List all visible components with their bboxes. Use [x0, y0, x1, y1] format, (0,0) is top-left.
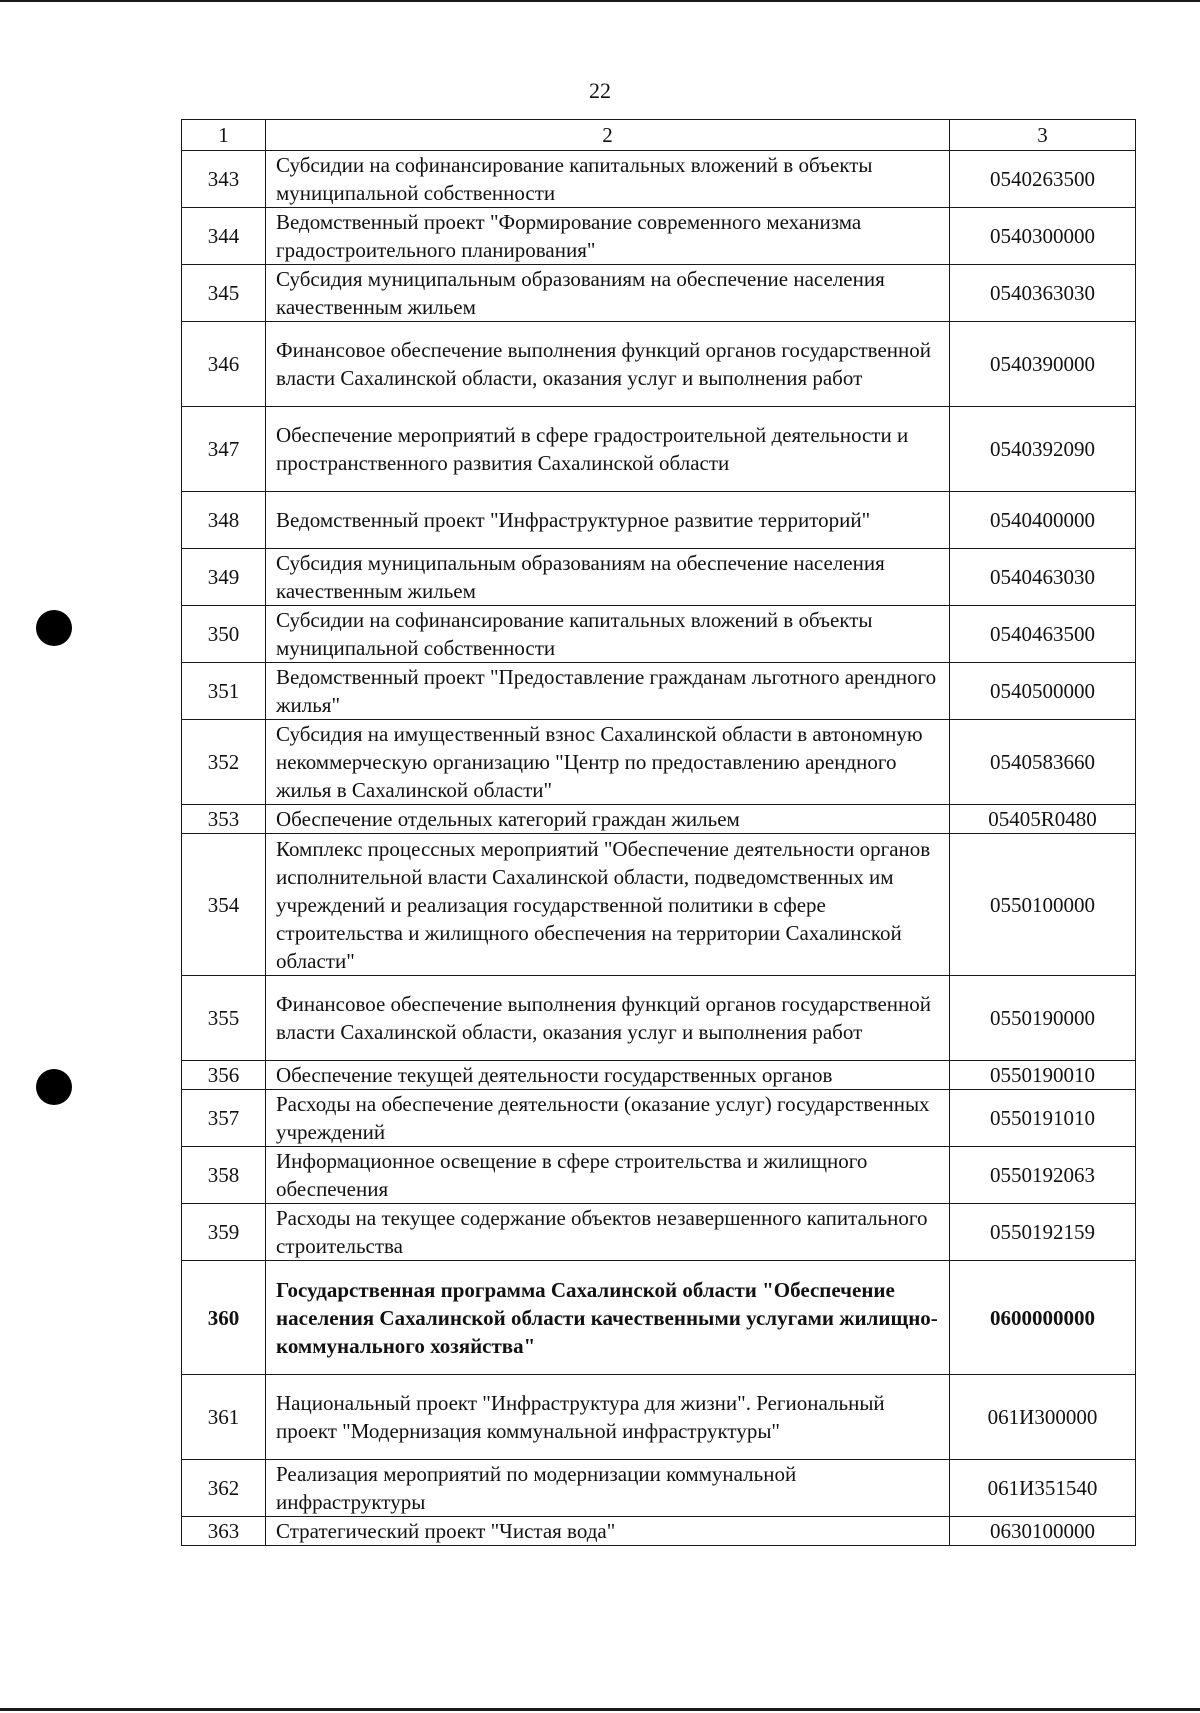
row-name: Субсидии на софинансирование капитальных вложений в объекты муниципальной собственности [266, 606, 950, 663]
table-row [182, 976, 1136, 1061]
row-number: 362 [182, 1460, 266, 1517]
row-name: Реализация мероприятий по модернизации коммунальной инфраструктуры [266, 1460, 950, 1517]
row-name: Субсидия муниципальным образованиям на обеспечение населения качественным жильем [266, 265, 950, 322]
row-name: Субсидия муниципальным образованиям на обеспечение населения качественным жильем [266, 549, 950, 606]
row-name: Финансовое обеспечение выполнения функций органов государственной власти Сахалинской области, оказания услуг и выполнения работ [266, 976, 950, 1061]
table-row [182, 151, 1136, 208]
row-name: Финансовое обеспечение выполнения функций органов государственной власти Сахалинской области, оказания услуг и выполнения работ [266, 322, 950, 407]
row-name: Национальный проект "Инфраструктура для жизни". Региональный проект "Модернизация коммунальной инфраструктуры" [266, 1375, 950, 1460]
row-code: 0540463500 [950, 606, 1136, 663]
row-number: 361 [182, 1375, 266, 1460]
row-number: 356 [182, 1061, 266, 1090]
table-row [182, 606, 1136, 663]
row-number: 349 [182, 549, 266, 606]
row-name: Обеспечение текущей деятельности государственных органов [266, 1061, 950, 1090]
row-code: 0550192063 [950, 1147, 1136, 1204]
row-code: 0550100000 [950, 834, 1136, 976]
row-name: Субсидия на имущественный взнос Сахалинской области в автономную некоммерческую организацию "Центр по предоставлению арендного жилья в Сахалинской области" [266, 720, 950, 805]
punch-hole-lower [36, 1069, 72, 1105]
table-row [182, 663, 1136, 720]
row-number: 357 [182, 1090, 266, 1147]
table-row [182, 1147, 1136, 1204]
table-row [182, 549, 1136, 606]
table-row [182, 1375, 1136, 1460]
table-row [182, 208, 1136, 265]
table-row [182, 265, 1136, 322]
row-number: 345 [182, 265, 266, 322]
table-body [182, 151, 1136, 1546]
table-row [182, 492, 1136, 549]
row-code: 0540500000 [950, 663, 1136, 720]
table-row [182, 1517, 1136, 1546]
row-number: 343 [182, 151, 266, 208]
row-code: 0540400000 [950, 492, 1136, 549]
row-number: 358 [182, 1147, 266, 1204]
table-row [182, 322, 1136, 407]
row-number: 353 [182, 805, 266, 834]
table-row [182, 1090, 1136, 1147]
row-name: Расходы на текущее содержание объектов незавершенного капитального строительства [266, 1204, 950, 1261]
row-name: Ведомственный проект "Инфраструктурное развитие территорий" [266, 492, 950, 549]
document-table [181, 119, 1136, 1546]
table-row [182, 720, 1136, 805]
row-name: Обеспечение отдельных категорий граждан жильем [266, 805, 950, 834]
table-header [182, 120, 1136, 151]
row-code: 0540300000 [950, 208, 1136, 265]
row-name: Ведомственный проект "Предоставление гражданам льготного арендного жилья" [266, 663, 950, 720]
row-name: Субсидии на софинансирование капитальных вложений в объекты муниципальной собственности [266, 151, 950, 208]
row-name: Стратегический проект "Чистая вода" [266, 1517, 950, 1546]
row-code: 061И351540 [950, 1460, 1136, 1517]
row-number: 363 [182, 1517, 266, 1546]
row-name: Обеспечение мероприятий в сфере градостроительной деятельности и пространственного развития Сахалинской области [266, 407, 950, 492]
row-code: 05405R0480 [950, 805, 1136, 834]
table-row [182, 1061, 1136, 1090]
row-name: Государственная программа Сахалинской области "Обеспечение населения Сахалинской области качественными услугами жилищно-коммунального хозяйства" [266, 1261, 950, 1375]
row-code: 0540392090 [950, 407, 1136, 492]
row-code: 0600000000 [950, 1261, 1136, 1375]
row-name: Информационное освещение в сфере строительства и жилищного обеспечения [266, 1147, 950, 1204]
row-number: 355 [182, 976, 266, 1061]
row-name: Расходы на обеспечение деятельности (оказание услуг) государственных учреждений [266, 1090, 950, 1147]
row-number: 348 [182, 492, 266, 549]
table-row [182, 834, 1136, 976]
row-number: 346 [182, 322, 266, 407]
table-row [182, 1204, 1136, 1261]
row-code: 0540390000 [950, 322, 1136, 407]
row-code: 0540583660 [950, 720, 1136, 805]
row-code: 0630100000 [950, 1517, 1136, 1546]
table-row [182, 1261, 1136, 1375]
row-code: 0550192159 [950, 1204, 1136, 1261]
scan-bottom-edge [0, 1708, 1200, 1711]
row-number: 350 [182, 606, 266, 663]
row-number: 360 [182, 1261, 266, 1375]
row-number: 354 [182, 834, 266, 976]
row-name: Ведомственный проект "Формирование современного механизма градостроительного планирования" [266, 208, 950, 265]
row-number: 359 [182, 1204, 266, 1261]
row-number: 347 [182, 407, 266, 492]
page-number: 22 [589, 78, 611, 103]
row-code: 0550190000 [950, 976, 1136, 1061]
row-code: 0540463030 [950, 549, 1136, 606]
row-name: Комплекс процессных мероприятий "Обеспечение деятельности органов исполнительной власти Сахалинской области, подведомственных им учреждений и реализация государственной политики в сфере строительства и жилищного обеспечения на территории Сахалинской области" [266, 834, 950, 976]
row-number: 351 [182, 663, 266, 720]
column-header-3: 3 [950, 120, 1136, 151]
row-number: 352 [182, 720, 266, 805]
punch-hole-upper [36, 610, 72, 646]
row-code: 0550191010 [950, 1090, 1136, 1147]
table-row [182, 1460, 1136, 1517]
row-code: 0550190010 [950, 1061, 1136, 1090]
column-header-1: 1 [182, 120, 266, 151]
table-row [182, 805, 1136, 834]
scan-top-edge [0, 0, 1200, 2]
column-header-2: 2 [266, 120, 950, 151]
row-number: 344 [182, 208, 266, 265]
row-code: 061И300000 [950, 1375, 1136, 1460]
table-row [182, 407, 1136, 492]
row-code: 0540263500 [950, 151, 1136, 208]
row-code: 0540363030 [950, 265, 1136, 322]
